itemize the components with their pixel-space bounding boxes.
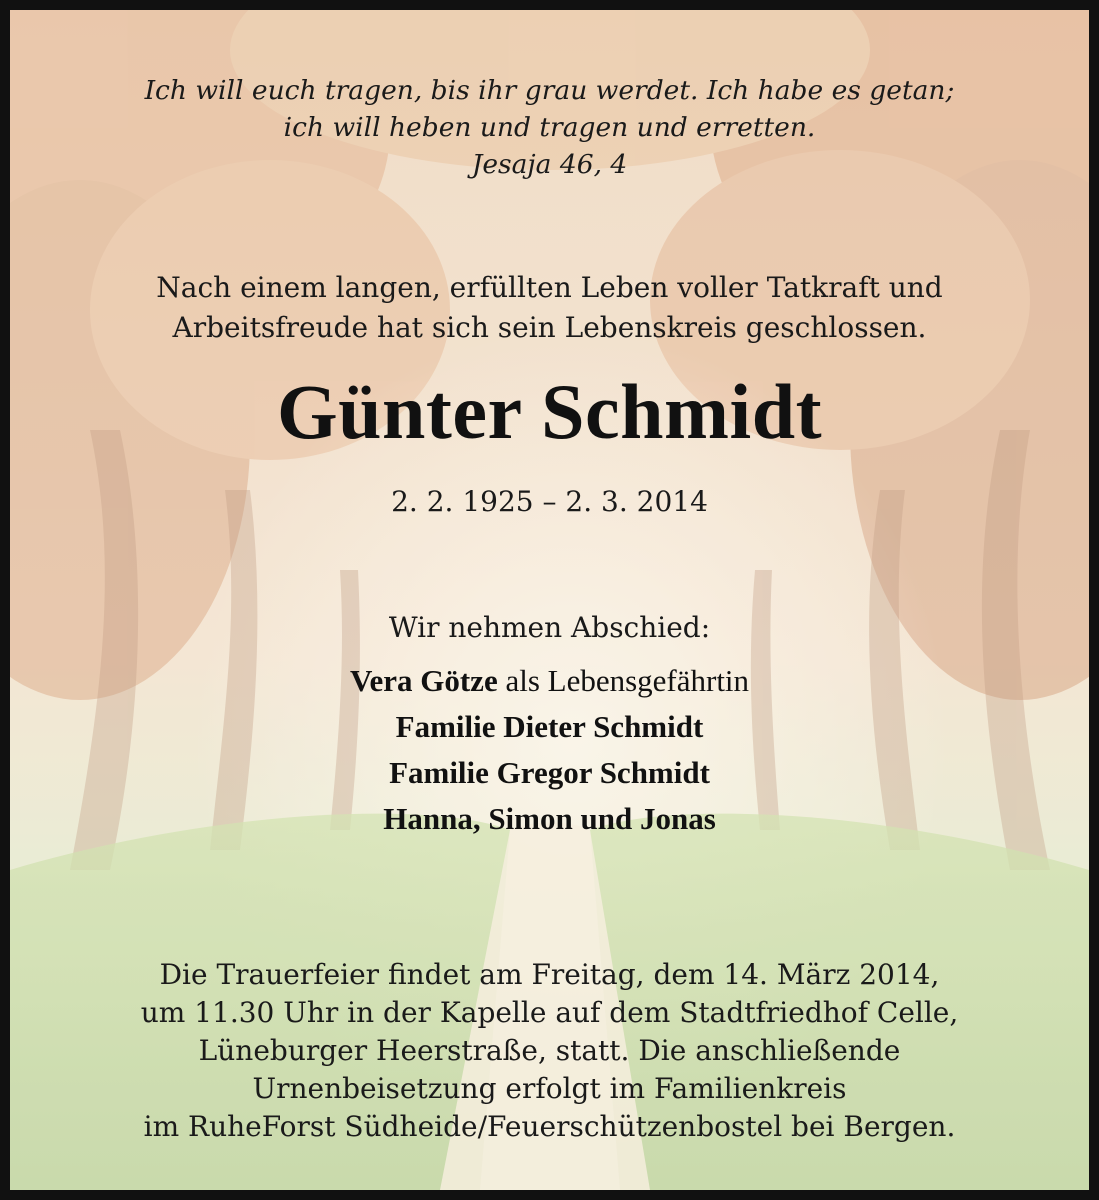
life-dates: 2. 2. 1925 – 2. 3. 2014 [391,485,708,518]
intro-line-1: Nach einem langen, erfüllten Leben voller Tatkraft und [156,271,943,304]
mourners-list [10,658,1089,842]
partner-role: als Lebensgefährtin [505,663,750,698]
intro-text [10,268,1089,348]
mourner-family-gregor: Familie Gregor Schmidt [389,755,710,790]
service-line-1: Die Trauerfeier findet am Freitag, dem 14. März 2014, [159,958,940,991]
service-line-2: um 11.30 Uhr in der Kapelle auf dem Stadtfriedhof Celle, [140,996,959,1029]
deceased-name: Günter Schmidt [276,368,823,455]
service-line-5: im RuheForst Südheide/Feuerschützenbostel bei Bergen. [143,1110,956,1143]
mourner-family-dieter: Familie Dieter Schmidt [395,709,704,744]
farewell-heading: Wir nehmen Abschied: [388,611,711,644]
partner-name: Vera Götze [349,663,498,698]
verse-line-2: ich will heben und tragen und erretten. [283,112,816,143]
intro-line-2: Arbeitsfreude hat sich sein Lebenskreis geschlossen. [172,311,927,344]
service-line-3: Lüneburger Heerstraße, statt. Die anschließende [198,1034,901,1067]
service-line-4: Urnenbeisetzung erfolgt im Familienkreis [252,1072,847,1105]
bible-verse [10,72,1089,183]
service-details [10,956,1089,1146]
verse-reference: Jesaja 46, 4 [471,149,628,180]
mourner-partner [10,658,1089,704]
mourner-grandchildren: Hanna, Simon und Jonas [383,801,716,836]
verse-line-1: Ich will euch tragen, bis ihr grau werdet. Ich habe es getan; [144,75,955,106]
